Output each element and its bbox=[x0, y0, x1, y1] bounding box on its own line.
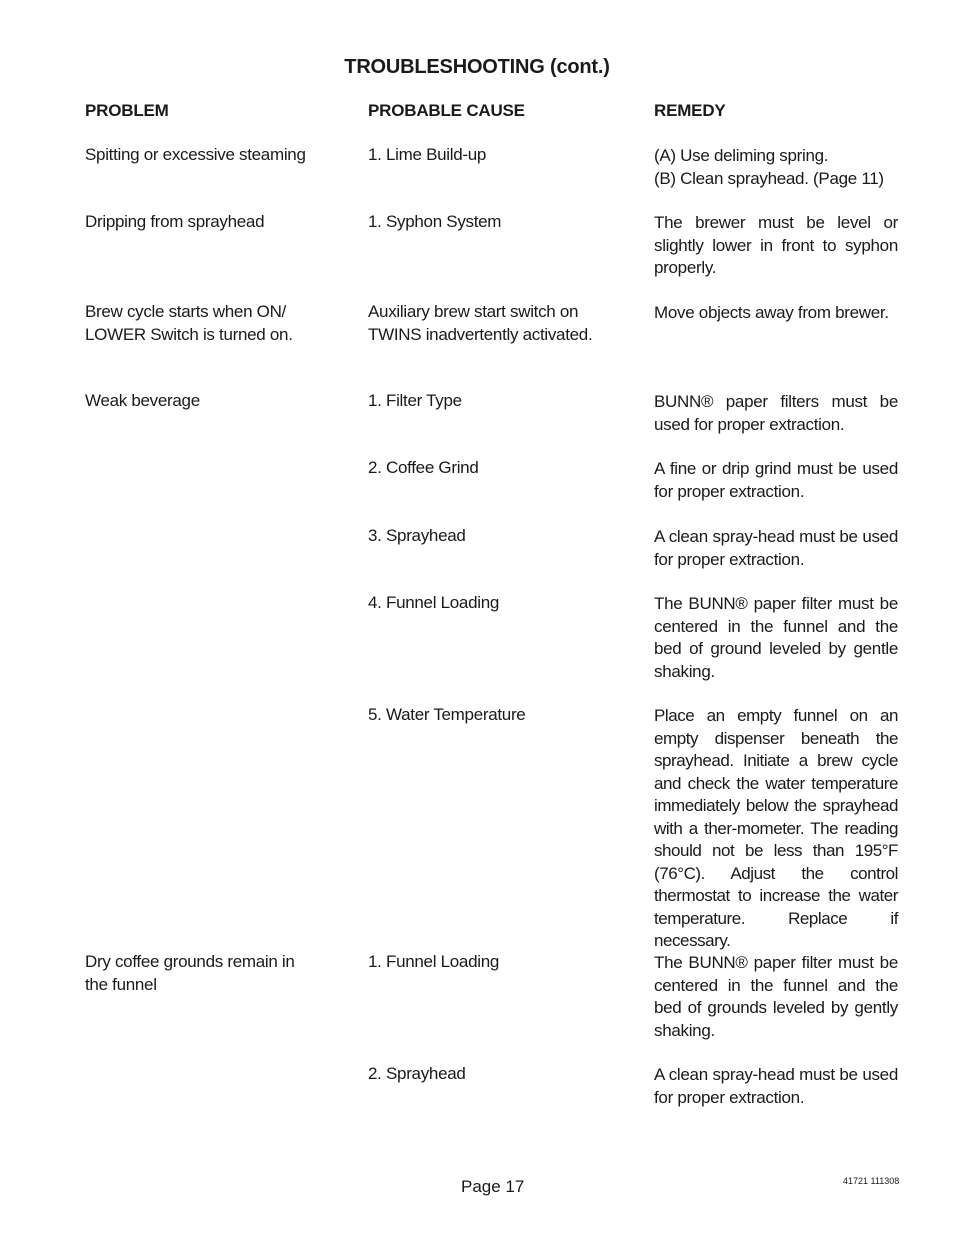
remedy-cell: A clean spray-head must be used for proper extraction. bbox=[654, 1065, 898, 1107]
problem-cell bbox=[85, 390, 330, 413]
cause-line: 1. Filter Type bbox=[368, 391, 462, 410]
remedy-cell: A fine or drip grind must be used for proper extraction. bbox=[654, 459, 898, 501]
cause-line: 1. Syphon System bbox=[368, 212, 502, 231]
remedy-cell: The BUNN® paper filter must be centered in the funnel and the bed of grounds leveled by gently shaking. bbox=[654, 953, 898, 1040]
problem-cell bbox=[85, 144, 330, 167]
problem-line: Weak beverage bbox=[85, 391, 200, 410]
cause-cell bbox=[368, 144, 618, 167]
cause-cell bbox=[368, 1063, 618, 1086]
problem-line: Spitting or excessive steaming bbox=[85, 145, 306, 164]
cause-line: TWINS inadvertently activated. bbox=[368, 324, 593, 344]
column-header-probable-cause: PROBABLE CAUSE bbox=[368, 101, 525, 120]
page-title: TROUBLESHOOTING (cont.) bbox=[344, 56, 610, 78]
problem-cell bbox=[85, 951, 330, 996]
problem-line: Brew cycle starts when ON/ bbox=[85, 302, 286, 321]
remedy-cell: The BUNN® paper filter must be centered in the funnel and the bed of ground leveled by gentle shaking. bbox=[654, 594, 898, 681]
problem-line: LOWER Switch is turned on. bbox=[85, 324, 293, 344]
problem-cell bbox=[85, 301, 330, 346]
page-number: Page 17 bbox=[461, 1177, 525, 1196]
problem-line: Dry coffee grounds remain in bbox=[85, 952, 295, 971]
cause-cell bbox=[368, 301, 618, 346]
remedy-cell: Move objects away from brewer. bbox=[654, 303, 889, 322]
remedy-line: (B) Clean sprayhead. (Page 11) bbox=[654, 168, 884, 188]
cause-line: 1. Funnel Loading bbox=[368, 952, 500, 971]
remedy-cell: The brewer must be level or slightly lower in front to syphon properly. bbox=[654, 213, 898, 277]
cause-line: Auxiliary brew start switch on bbox=[368, 302, 579, 321]
cause-line: 5. Water Temperature bbox=[368, 705, 526, 724]
problem-line: the funnel bbox=[85, 974, 157, 994]
remedy-line: (A) Use deliming spring. bbox=[654, 146, 829, 165]
document-number: 41721 111308 bbox=[843, 1176, 900, 1186]
cause-cell bbox=[368, 704, 618, 727]
cause-cell bbox=[368, 211, 618, 234]
cause-line: 3. Sprayhead bbox=[368, 526, 466, 545]
cause-line: 1. Lime Build-up bbox=[368, 145, 487, 164]
cause-cell bbox=[368, 525, 618, 548]
cause-line: 4. Funnel Loading bbox=[368, 593, 500, 612]
cause-line: 2. Sprayhead bbox=[368, 1064, 466, 1083]
column-header-problem: PROBLEM bbox=[85, 101, 169, 120]
cause-line: 2. Coffee Grind bbox=[368, 458, 479, 477]
cause-cell bbox=[368, 457, 618, 480]
problem-cell bbox=[85, 211, 330, 234]
cause-cell bbox=[368, 390, 618, 413]
remedy-cell bbox=[654, 145, 898, 190]
problem-line: Dripping from sprayhead bbox=[85, 212, 265, 231]
cause-cell bbox=[368, 951, 618, 974]
remedy-cell: Place an empty funnel on an empty dispenser beneath the sprayhead. Initiate a brew cycle and check the water temperature immediately below the sprayhead with a ther-mometer. The reading should not be less than 195°F (76°C). Adjust the control thermostat to increase the water temperature. Replace if necessary. bbox=[654, 706, 898, 950]
remedy-cell: A clean spray-head must be used for proper extraction. bbox=[654, 527, 898, 569]
remedy-cell: BUNN® paper filters must be used for proper extraction. bbox=[654, 392, 898, 434]
column-header-remedy: REMEDY bbox=[654, 101, 726, 120]
cause-cell bbox=[368, 592, 618, 615]
